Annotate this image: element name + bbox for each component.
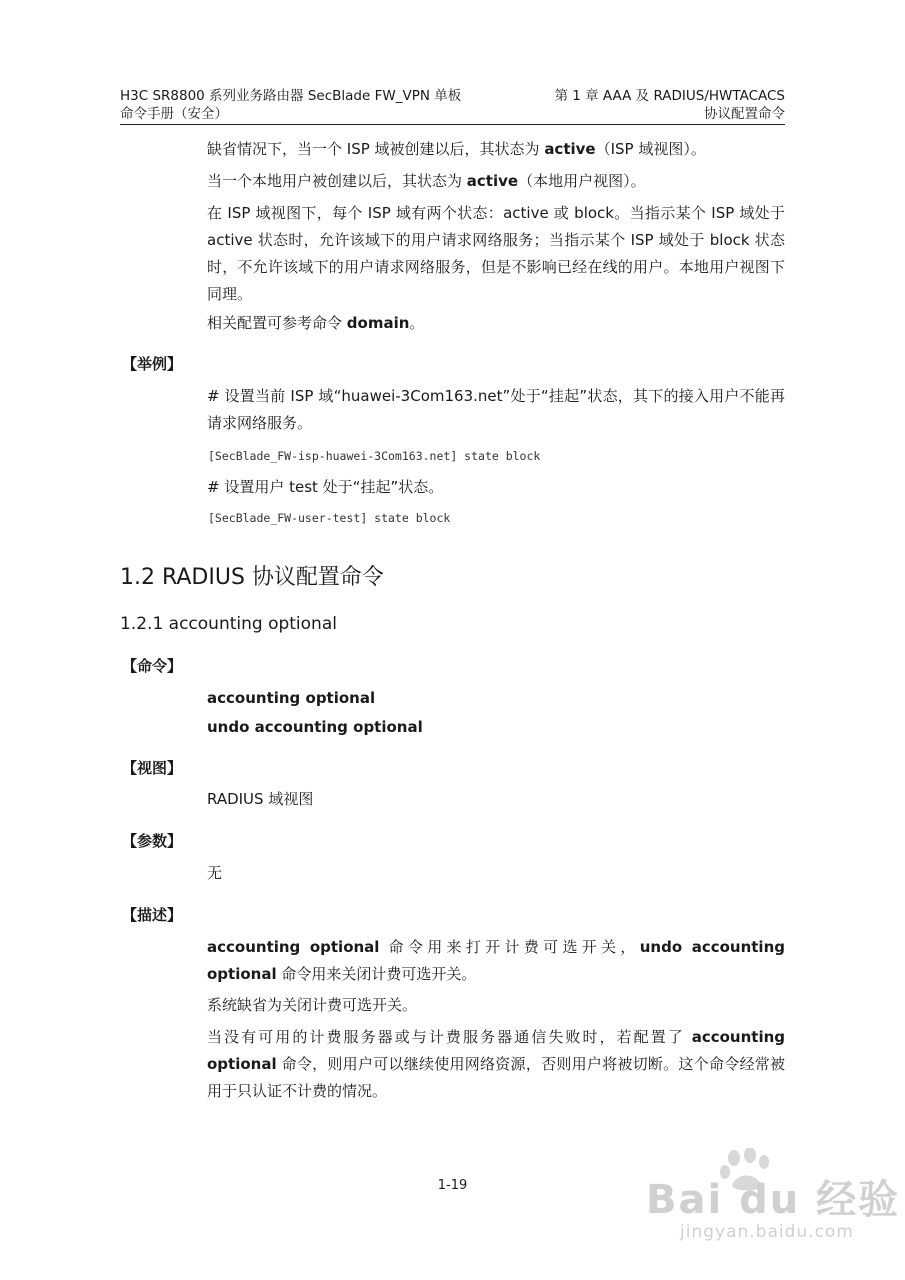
view-text: RADIUS 域视图: [207, 790, 314, 808]
header-title: H3C SR8800 系列业务路由器 SecBlade FW_VPN 单板: [120, 88, 462, 104]
example-code-1: [SecBlade_FW-isp-huawei-3Com163.net] state block: [208, 449, 541, 463]
description-paragraph-2: 系统缺省为关闭计费可选开关。: [207, 996, 418, 1014]
header-chapter-subtitle: 协议配置命令: [704, 106, 785, 122]
label-view: 【视图】: [122, 759, 183, 777]
keyword-active: active: [466, 172, 519, 190]
section-heading-1-2: 1.2 RADIUS 协议配置命令: [120, 565, 384, 590]
label-parameters: 【参数】: [122, 832, 183, 850]
header-rule: [120, 124, 785, 125]
example-description-2: # 设置用户 test 处于“挂起”状态。: [207, 478, 444, 496]
header-subtitle: 命令手册（安全）: [120, 106, 228, 122]
paragraph-default-isp-state: 缺省情况下，当一个 ISP 域被创建以后，其状态为 active（ISP 域视图）。: [207, 140, 706, 158]
example-description-1: # 设置当前 ISP 域“huawei-3Com163.net”处于“挂起”状态，其下的接入用户不能再请求网络服务。: [207, 387, 785, 432]
label-command: 【命令】: [122, 657, 183, 675]
paragraph-default-user-state: 当一个本地用户被创建以后，其状态为 active（本地用户视图）。: [207, 172, 646, 190]
label-example: 【举例】: [122, 355, 183, 373]
command-line-1: accounting optional: [207, 689, 376, 707]
keyword-domain: domain: [346, 314, 410, 332]
section-heading-1-2-1: 1.2.1 accounting optional: [120, 614, 337, 634]
parameters-text: 无: [207, 864, 223, 882]
label-description: 【描述】: [122, 906, 183, 924]
paragraph-isp-states: 在 ISP 域视图下，每个 ISP 域有两个状态：active 或 block。当指示某个 ISP 域处于 active 状态时，允许该域下的用户请求网络服务；当指示某个 ISP 域处于 block 状态时，不允许该域下的用户请求网络服务，但是不影响已经在线的用户。本地用户视图下同理。: [207, 204, 785, 303]
description-paragraph-3: 当没有可用的计费服务器或与计费服务器通信失败时，若配置了 accounting optional 命令，则用户可以继续使用网络资源，否则用户将被切断。这个命令经常被用于只认证不计费的情况。: [207, 1028, 785, 1100]
command-line-2: undo accounting optional: [207, 718, 423, 736]
example-code-2: [SecBlade_FW-user-test] state block: [208, 511, 451, 525]
header-chapter: 第 1 章 AAA 及 RADIUS/HWTACACS: [554, 88, 785, 104]
description-paragraph-1: accounting optional 命令用来打开计费可选开关，undo accounting optional 命令用来关闭计费可选开关。: [207, 938, 785, 983]
watermark-brand: Bai du 经验: [646, 1177, 901, 1223]
page-number: 1-19: [437, 1178, 468, 1193]
paragraph-related-command: 相关配置可参考命令 domain。: [207, 314, 425, 332]
keyword-active: active: [544, 140, 596, 158]
watermark-url: jingyan.baidu.com: [680, 1222, 854, 1242]
